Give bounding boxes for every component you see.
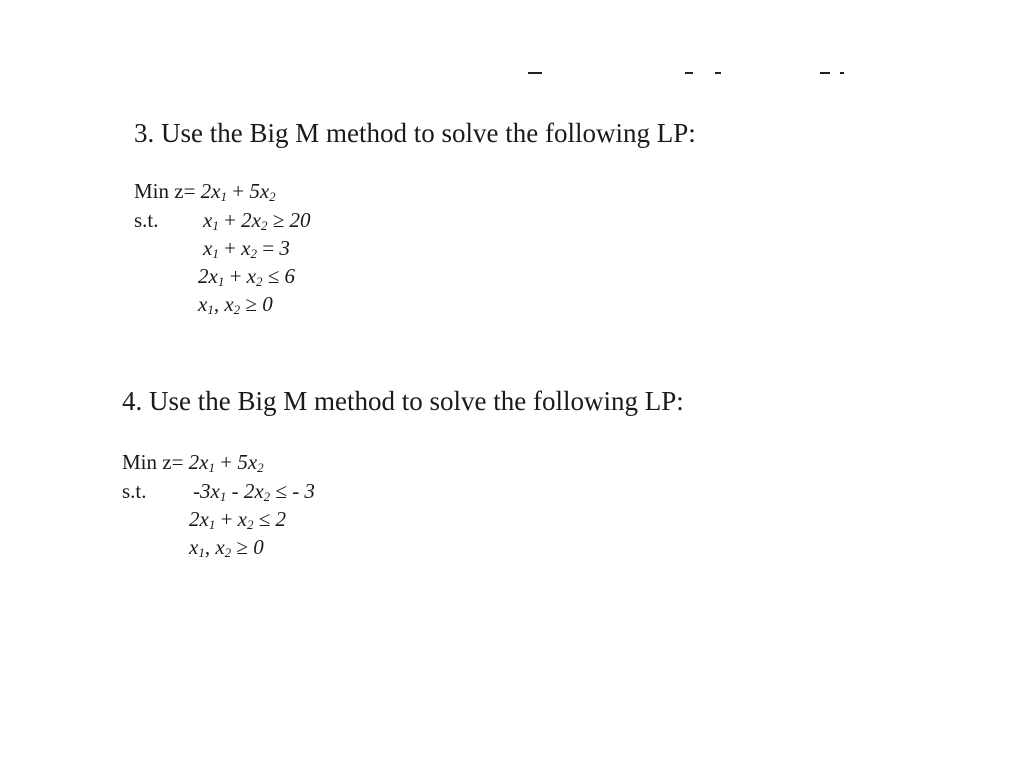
constraint-row: $2x_1 + x_2 \le 6$ (198, 264, 296, 289)
problem-title: 4. Use the Big M method to solve the following LP: (122, 386, 684, 416)
constraint-row: $2x_1 + x_2 \le 2$ (189, 507, 287, 532)
objective-label: Min z= (122, 450, 184, 474)
nonnegativity-constraint: $x_1$, $x_2 \ge 0$ (198, 292, 273, 317)
objective-label: Min z= (134, 179, 196, 203)
subject-to-label: s.t. (134, 208, 159, 232)
problem-4 (122, 385, 684, 417)
constraint-row: $x_1 + 2x_2 \ge 20$ (203, 208, 311, 233)
objective-function: Min $z= 2x_1 + 5x_2$ (134, 179, 276, 204)
constraint-row: $-3x_1 - 2x_2$ ≤ - 3 (193, 479, 315, 504)
constraint-row: $x_1 + x_2 = 3$ (203, 236, 290, 261)
cropped-text-remnant (520, 68, 880, 78)
subject-to-label: s.t. (122, 479, 147, 503)
nonnegativity-constraint: $x_1$, $x_2 \ge 0$ (189, 535, 264, 560)
objective-function: Min $z= 2x_1 + 5x_2$ (122, 450, 264, 475)
problem-3 (134, 117, 696, 149)
problem-title: 3. Use the Big M method to solve the following LP: (134, 118, 696, 148)
